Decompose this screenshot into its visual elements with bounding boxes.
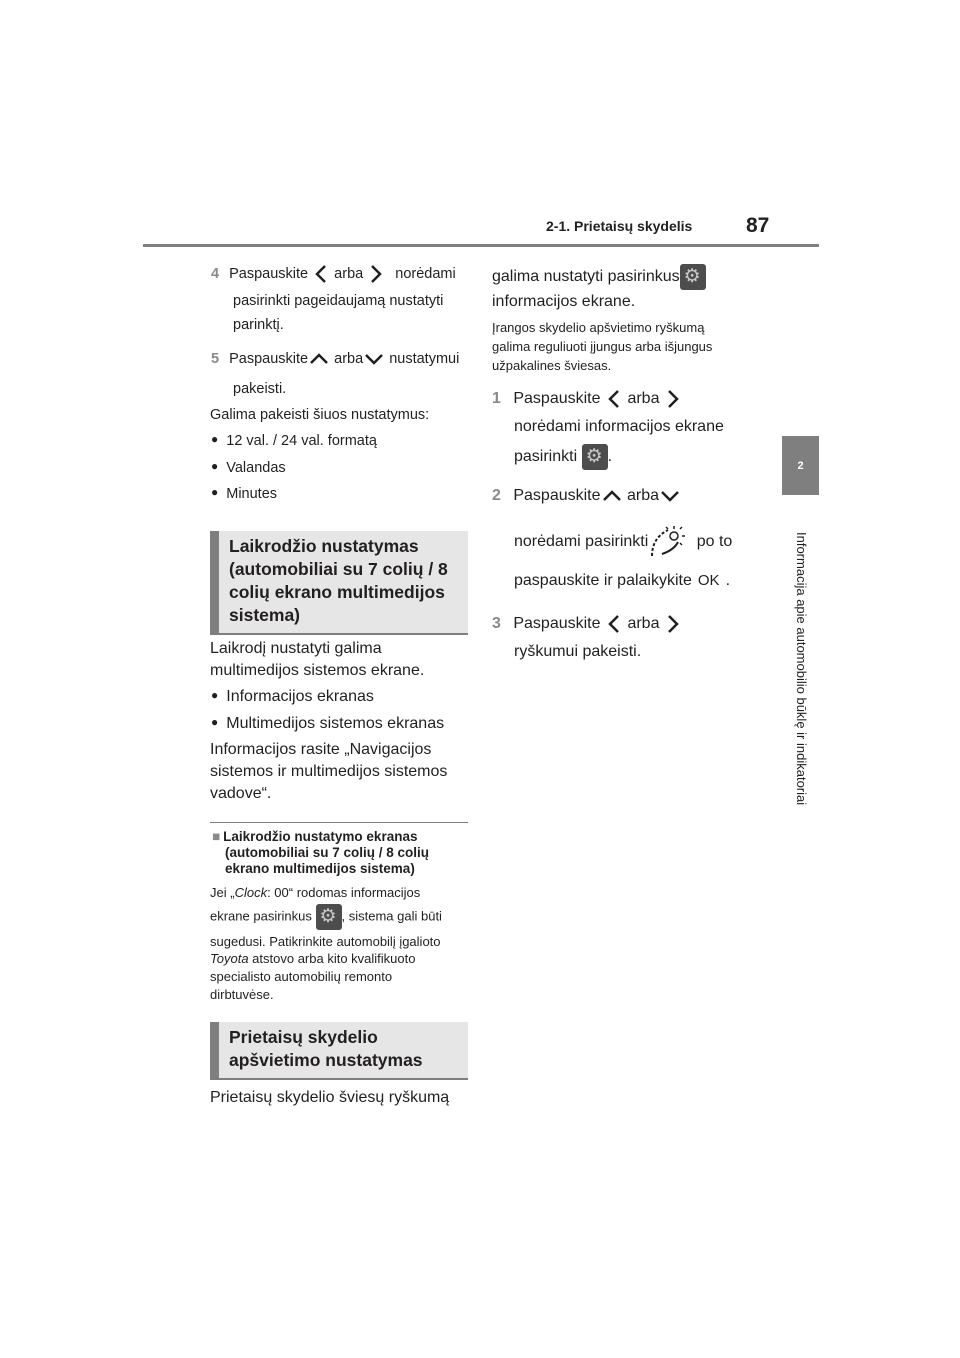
right-note: užpakalines šviesas. xyxy=(492,358,612,373)
chevron-right-icon xyxy=(367,263,385,285)
step-text: arba xyxy=(627,390,660,408)
step-text: arba xyxy=(334,265,364,282)
option-item: ● 12 val. / 24 val. formatą xyxy=(211,433,377,449)
right-step-2-line1 xyxy=(492,487,681,505)
note-text: , sistema gali būti xyxy=(341,908,442,924)
note-line6: dirbtuvėse. xyxy=(210,987,274,1002)
step-text: norėdami pasirinkti xyxy=(514,533,649,551)
heading-line: colių ekrano multimedijos xyxy=(229,582,445,602)
right-step-3-line1 xyxy=(492,613,682,635)
note-line2 xyxy=(210,904,442,930)
heading-line: Prietaisų skydelio xyxy=(229,1027,378,1047)
step-text: nustatymui xyxy=(389,351,460,367)
right-note: Įrangos skydelio apšvietimo ryškumą xyxy=(492,320,705,335)
option-item: ● Minutes xyxy=(211,486,277,502)
chevron-down-icon xyxy=(659,488,681,504)
right-line1 xyxy=(492,264,706,290)
right-step-2-line3 xyxy=(514,572,730,590)
note-line1 xyxy=(210,885,420,900)
section-heading-clock xyxy=(210,531,468,635)
note-line4 xyxy=(210,951,415,966)
square-bullet-icon: ■ xyxy=(212,829,221,844)
note-text: atstovo arba kito kvalifikuoto xyxy=(248,951,416,966)
chevron-up-icon xyxy=(601,488,623,504)
step-text: po to xyxy=(696,533,733,551)
note-line5: specialisto automobilių remonto xyxy=(210,969,393,984)
chapter-number: 2 xyxy=(797,459,804,472)
info-text: sistemos ir multimedijos sistemos xyxy=(210,763,448,780)
step-5-line1 xyxy=(211,351,459,367)
note-text: Toyota xyxy=(210,951,249,966)
step-4-line3: parinktį. xyxy=(233,317,284,333)
step-text: . xyxy=(607,448,613,466)
step-text: arba xyxy=(334,351,364,367)
subheading-clock-screen xyxy=(212,829,429,877)
ok-button-label: OK xyxy=(697,572,720,589)
heading-line: apšvietimo nustatymas xyxy=(229,1050,423,1070)
gear-icon xyxy=(680,264,706,290)
screen-item: ● Informacijos ekranas xyxy=(211,688,374,706)
heading-line: sistema) xyxy=(229,605,301,625)
clock-text: multimedijos sistemos ekrane. xyxy=(210,662,425,679)
brightness-icon xyxy=(648,524,686,560)
heading-line: (automobiliai su 7 colių / 8 xyxy=(229,559,448,579)
screen-item: ● Multimedijos sistemos ekranas xyxy=(211,715,444,733)
right-note: galima reguliuoti įjungus arba išjungus xyxy=(492,339,713,354)
right-step-1-line3 xyxy=(514,444,612,470)
section-heading-lighting xyxy=(210,1022,468,1080)
step-text: Paspauskite xyxy=(513,390,601,408)
body-text: galima nustatyti pasirinkus xyxy=(492,268,680,286)
chapter-title: Informacija apie automobilio būklę ir indikatoriai xyxy=(794,532,809,806)
step-text: . xyxy=(725,572,731,589)
subhead-text: (automobiliai su 7 colių / 8 colių xyxy=(225,845,430,860)
chevron-left-icon xyxy=(312,263,330,285)
can-change-text: Galima pakeisti šiuos nustatymus: xyxy=(210,407,430,423)
step-text: pasirinkti xyxy=(514,448,578,466)
page-number: 87 xyxy=(746,214,770,237)
subhead-text: ekrano multimedijos sistema) xyxy=(225,861,415,876)
step-text: Paspauskite xyxy=(229,265,309,282)
note-text: Jei „ xyxy=(210,885,235,900)
info-text: vadove“. xyxy=(210,785,272,802)
step-text: norėdami xyxy=(395,265,456,282)
heading-line: Laikrodžio nustatymas xyxy=(229,536,419,556)
header-rule xyxy=(143,244,819,247)
step-number: 4 xyxy=(211,265,220,282)
right-line2: informacijos ekrane. xyxy=(492,293,636,310)
right-step-3-line2: ryškumui pakeisti. xyxy=(514,643,642,660)
note-line3: sugedusi. Patikrinkite automobilį įgalioto xyxy=(210,934,441,949)
step-4-line2: pasirinkti pageidaujamą nustatyti xyxy=(233,293,444,309)
step-number: 3 xyxy=(492,615,501,633)
step-number: 1 xyxy=(492,390,501,408)
subhead-text: Laikrodžio nustatymo ekranas xyxy=(223,829,418,844)
right-step-1-line1 xyxy=(492,388,682,410)
step-text: arba xyxy=(627,615,660,633)
chevron-left-icon xyxy=(605,613,623,635)
step-4-line1 xyxy=(211,263,456,285)
gear-icon xyxy=(582,444,608,470)
section-title: 2-1. Prietaisų skydelis xyxy=(546,218,693,234)
gear-icon xyxy=(316,904,342,930)
step-text: Paspauskite xyxy=(513,615,601,633)
subhead-line xyxy=(212,829,429,845)
clock-text: Laikrodį nustatyti galima xyxy=(210,640,382,657)
chevron-down-icon xyxy=(363,351,385,367)
brightness-intro: Prietaisų skydelio šviesų ryškumą xyxy=(210,1089,450,1106)
note-text: Clock xyxy=(234,885,268,900)
note-text: ekrane pasirinkus xyxy=(210,908,312,924)
step-number: 5 xyxy=(211,351,220,367)
chevron-right-icon xyxy=(664,388,682,410)
step-text: arba xyxy=(626,487,660,504)
chevron-left-icon xyxy=(605,388,623,410)
step-text: Paspauskite xyxy=(229,351,309,367)
right-step-2-line2 xyxy=(514,524,732,560)
step-text: paspauskite ir palaikykite xyxy=(514,572,692,589)
chevron-up-icon xyxy=(308,351,330,367)
chapter-tab xyxy=(782,436,819,495)
subhead-rule xyxy=(210,822,468,823)
option-item: ● Valandas xyxy=(211,460,286,476)
step-number: 2 xyxy=(492,487,501,504)
chevron-right-icon xyxy=(664,613,682,635)
note-text: : 00“ rodomas informacijos xyxy=(267,885,421,900)
step-5-line2: pakeisti. xyxy=(233,381,287,397)
step-text: Paspauskite xyxy=(513,487,601,504)
info-text: Informacijos rasite „Navigacijos xyxy=(210,741,432,758)
right-step-1-line2: norėdami informacijos ekrane xyxy=(514,418,724,435)
